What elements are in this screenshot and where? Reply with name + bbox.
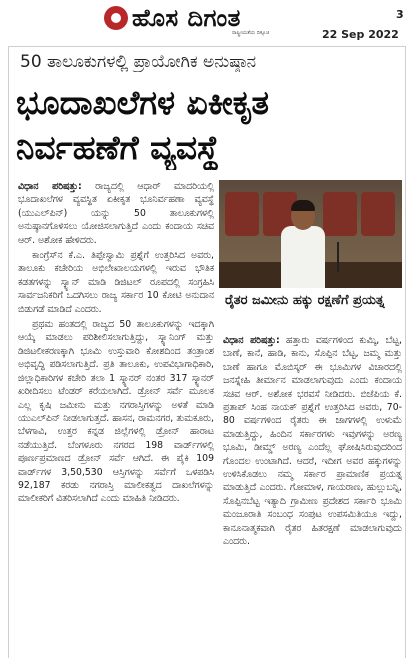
- masthead: [0, 0, 412, 46]
- minister-figure: [281, 226, 325, 288]
- dateline: ವಿಧಾನ ಪರಿಷತ್ತು:: [18, 181, 82, 192]
- publication-date: 22 Sep 2022: [322, 28, 399, 41]
- dateline: ವಿಧಾನ ಪರಿಷತ್ತು:: [223, 335, 280, 346]
- headline-line-1: ಭೂದಾಖಲೆಗಳ ಏಕೀಕೃತ: [16, 83, 269, 122]
- assembly-seat: [361, 192, 395, 236]
- microphone-icon: [337, 242, 339, 272]
- article-kicker: 50 ತಾಲೂಕುಗಳಲ್ಲಿ ಪ್ರಾಯೋಗಿಕ ಅನುಷ್ಠಾನ: [20, 52, 257, 72]
- article-body-left: [18, 180, 214, 658]
- body-paragraph: [18, 180, 214, 247]
- body-paragraph: ಪ್ರಥಮ ಹಂತದಲ್ಲಿ ರಾಜ್ಯದ 50 ತಾಲೂಕುಗಳನ್ನು ಇದಕ್ಕಾಗಿ ಆಯ್ಕೆ ಮಾಡಲು ಪರಿಶೀಲಿಸಲಾಗುತ್ತಿದ್ದು, ಸ್ಕ್ಯಾನಿಂಗ್ ಮತ್ತು ಡಿಜಿಟಲೀಕರಣಕ್ಕಾಗಿ ಭೂಮಿ ಉಸ್ತುವಾರಿ ಕೋಶದಿಂದ ತಂತ್ರಾಂಶ ಅಭಿವೃದ್ಧಿ ಪಡಿಸಲಾಗುತ್ತಿದೆ. ಪ್ರತಿ ತಾಲೂಕು, ಉಪವಿಭಾಗಾಧಿಕಾರಿ, ಜಿಲ್ಲಾಧಿಕಾರಿಗಳ ಕಚೇರಿ ತಲಾ 1 ಸ್ಕ್ಯಾನರ್ ನಂತರ 317 ಸ್ಕ್ಯಾನರ್ ಖರೀದಿಸಲು ಟೆಂಡರ್ ಕರೆಯಲಾಗಿದೆ. ಡ್ರೋನ್ ಸರ್ವೆ ಮೂಲಕ ಎಲ್ಲ ಕೃಷಿ ಜಮೀನು ಮತ್ತು ನಗರಾಸ್ತಿಗಳನ್ನು ಅಳತೆ ಮಾಡಿ ಯುಎಲ್‌ಪಿನ್ ನೀಡಲಾಗುತ್ತದೆ. ಹಾಸನ, ರಾಮನಗರ, ತುಮಕೂರು, ಬೆಳಗಾವಿ, ಉತ್ತರ ಕನ್ನಡ ಜಿಲ್ಲೆಗಳಲ್ಲಿ ಡ್ರೋನ್ ಹಾರಾಟ ನಡೆಯುತ್ತಿದೆ. ಬೆಂಗಳೂರು ನಗರದ 198 ವಾರ್ಡ್‌ಗಳಲ್ಲಿ ಪೂರ್ಣಪ್ರಮಾಣದ ಡ್ರೋನ್ ಸರ್ವೆ ಆಗಿದೆ. ಈ ಪೈಕಿ 109 ವಾರ್ಡ್‌ಗಳ 3,50,530 ಆಸ್ತಿಗಳನ್ನು ಸರ್ವೆಗೆ ಒಳಪಡಿಸಿ 92,187 ಕರಡು ನಗರಾಸ್ತಿ ಮಾಲೀಕತ್ವದ ದಾಖಲೆಗಳನ್ನು ಮಾಲೀಕರಿಗೆ ವಿತರಿಸಲಾಗಿದೆ ಎಂದು ಮಾಹಿತಿ ನೀಡಿದರು.: [18, 319, 214, 505]
- paragraph-text: ಹತ್ತಾರು ವರ್ಷಗಳಿಂದ ಕುಮ್ಕಿ, ಬೆಟ್ಟ, ಬಾಣೆ, ಕಾನೆ, ಹಾಡಿ, ಕಾನು, ಸೊಪ್ಪಿನ ಬೆಟ್ಟ, ಜಮ್ಮ ಮತ್ತು ಬಾಣೆ ಹಾಗೂ ಮೊಬಿಸ್ಕರ್ ಈ ಭೂಮಿಗಳ ವಿಚಾರದಲ್ಲಿ ಜನಸ್ನೇಹಿ ತೀರ್ಮಾನ ಮಾಡಲಾಗುವುದು ಎಂದು ಕಂದಾಯ ಸಚಿವ ಆರ್. ಅಶೋಕ ಭರವಸೆ ನೀಡಿದರು. ಬಿಜೆಪಿಯ ಕೆ. ಪ್ರತಾಪ್ ಸಿಂಹ ನಾಯಕ್ ಪ್ರಶ್ನೆಗೆ ಉತ್ತರಿಸಿದ ಅವರು, 70-80 ವರ್ಷಗಳಿಂದ ರೈತರು ಈ ಜಾಗಗಳಲ್ಲಿ ಉಳುಮೆ ಮಾಡುತ್ತಿದ್ದು, ಹಿಂದಿನ ಸರ್ಕಾರಗಳು ಇವುಗಳನ್ನು ಅರಣ್ಯ ಭೂಮಿ, ಡೀಮ್ಡ್ ಅರಣ್ಯ ಎಂದೆಲ್ಲ ಘೋಷಿಸಿರುವುದರಿಂದ ಗೊಂದಲ ಉಂಟಾಗಿದೆ. ಆದರೆ, ಇದೀಗ ಅವರ ಹಕ್ಕುಗಳನ್ನು ಉಳಿಸಿಕೊಡಲು ನಮ್ಮ ಸರ್ಕಾರ ಪ್ರಾಮಾಣಿಕ ಪ್ರಯತ್ನ ಮಾಡುತ್ತಿದೆ ಎಂದರು. ಗೋಮಾಳ, ಗಾಯರಾಣ, ಹುಲ್ಲುಬನ್ನಿ, ಸೊಪ್ಪಿನಬೆಟ್ಟ ಇತ್ಯಾದಿ ಗ್ರಾಮೀಣ ಪ್ರದೇಶದ ಸರ್ಕಾರಿ ಭೂಮಿ ಮಂಜೂರಾತಿ ಸಂಬಂಧ ಸಂಪುಟ ಉಪಸಮಿತಿಯೂ ಇದ್ದು, ಕಾನೂನಾತ್ಮಕವಾಗಿ ರೈತರ ಹಿತರಕ್ಷಣೆ ಮಾಡಲಾಗುವುದು ಎಂದರು.: [223, 335, 402, 548]
- page-number: 3: [396, 8, 404, 21]
- paragraph-text: ರಾಜ್ಯದಲ್ಲಿ ಆಧಾರ್ ಮಾದರಿಯಲ್ಲಿ ಭೂದಾಖಲೆಗಳ ವ್ಯವಸ್ಥಿತ ಏಕೀಕೃತ ಭೂನಿರ್ವಹಣಾ ವ್ಯವಸ್ಥೆ (ಯುಎಲ್‌ಪಿನ್) ಯನ್ನು 50 ತಾಲೂಕುಗಳಲ್ಲಿ ಅನುಷ್ಠಾನಗೊಳಿಸಲು ಯೋಜಿಸಲಾಗುತ್ತಿದೆ ಎಂದು ಕಂದಾಯ ಸಚಿವ ಆರ್. ಅಶೋಕ ಹೇಳಿದರು.: [18, 181, 214, 246]
- article-headline: [16, 80, 402, 170]
- assembly-seat: [323, 192, 357, 236]
- article-subhead: ರೈತರ ಜಮೀನು ಹಕ್ಕು ರಕ್ಷಣೆಗೆ ಪ್ರಯತ್ನ: [225, 293, 385, 308]
- body-paragraph: [223, 334, 402, 549]
- article-body-right: [223, 334, 402, 658]
- headline-line-2: ನಿರ್ವಹಣೆಗೆ ವ್ಯವಸ್ಥೆ: [16, 128, 220, 167]
- newspaper-title: ಹೊಸ ದಿಗಂತ: [132, 4, 241, 32]
- assembly-seat: [225, 192, 259, 236]
- minister-hair: [291, 200, 315, 211]
- logo-emblem-icon: [104, 6, 128, 30]
- newspaper-tagline: ರಾಷ್ಟ್ರೀಯತೆಯ ದಿಕ್ಸೂಚಿ: [232, 30, 270, 36]
- body-paragraph: ಕಾಂಗ್ರೆಸ್‌ನ ಕೆ.ಎ. ತಿಪ್ಪೇಸ್ವಾಮಿ ಪ್ರಶ್ನೆಗೆ ಉತ್ತರಿಸಿದ ಅವರು, ತಾಲೂಕು ಕಚೇರಿಯ ಅಭಿಲೇಖಾಲಯಗಳಲ್ಲಿ ಇರುವ ಭೌತಿಕ ಕಡತಗಳನ್ನು ಸ್ಕ್ಯಾನ್ ಮಾಡಿ ಡಿಜಿಟಲ್ ರೂಪದಲ್ಲಿ ಸಂಗ್ರಹಿಸಿ ಸಾರ್ವಜನಿಕರಿಗೆ ಒದಗಿಸಲು ರಾಜ್ಯ ಸರ್ಕಾರ 10 ಕೋಟಿ ಅನುದಾನ ಬಿಡುಗಡೆ ಮಾಡಿದೆ ಎಂದರು.: [18, 250, 214, 315]
- newspaper-logo: [104, 4, 241, 32]
- article-photo: [219, 180, 402, 288]
